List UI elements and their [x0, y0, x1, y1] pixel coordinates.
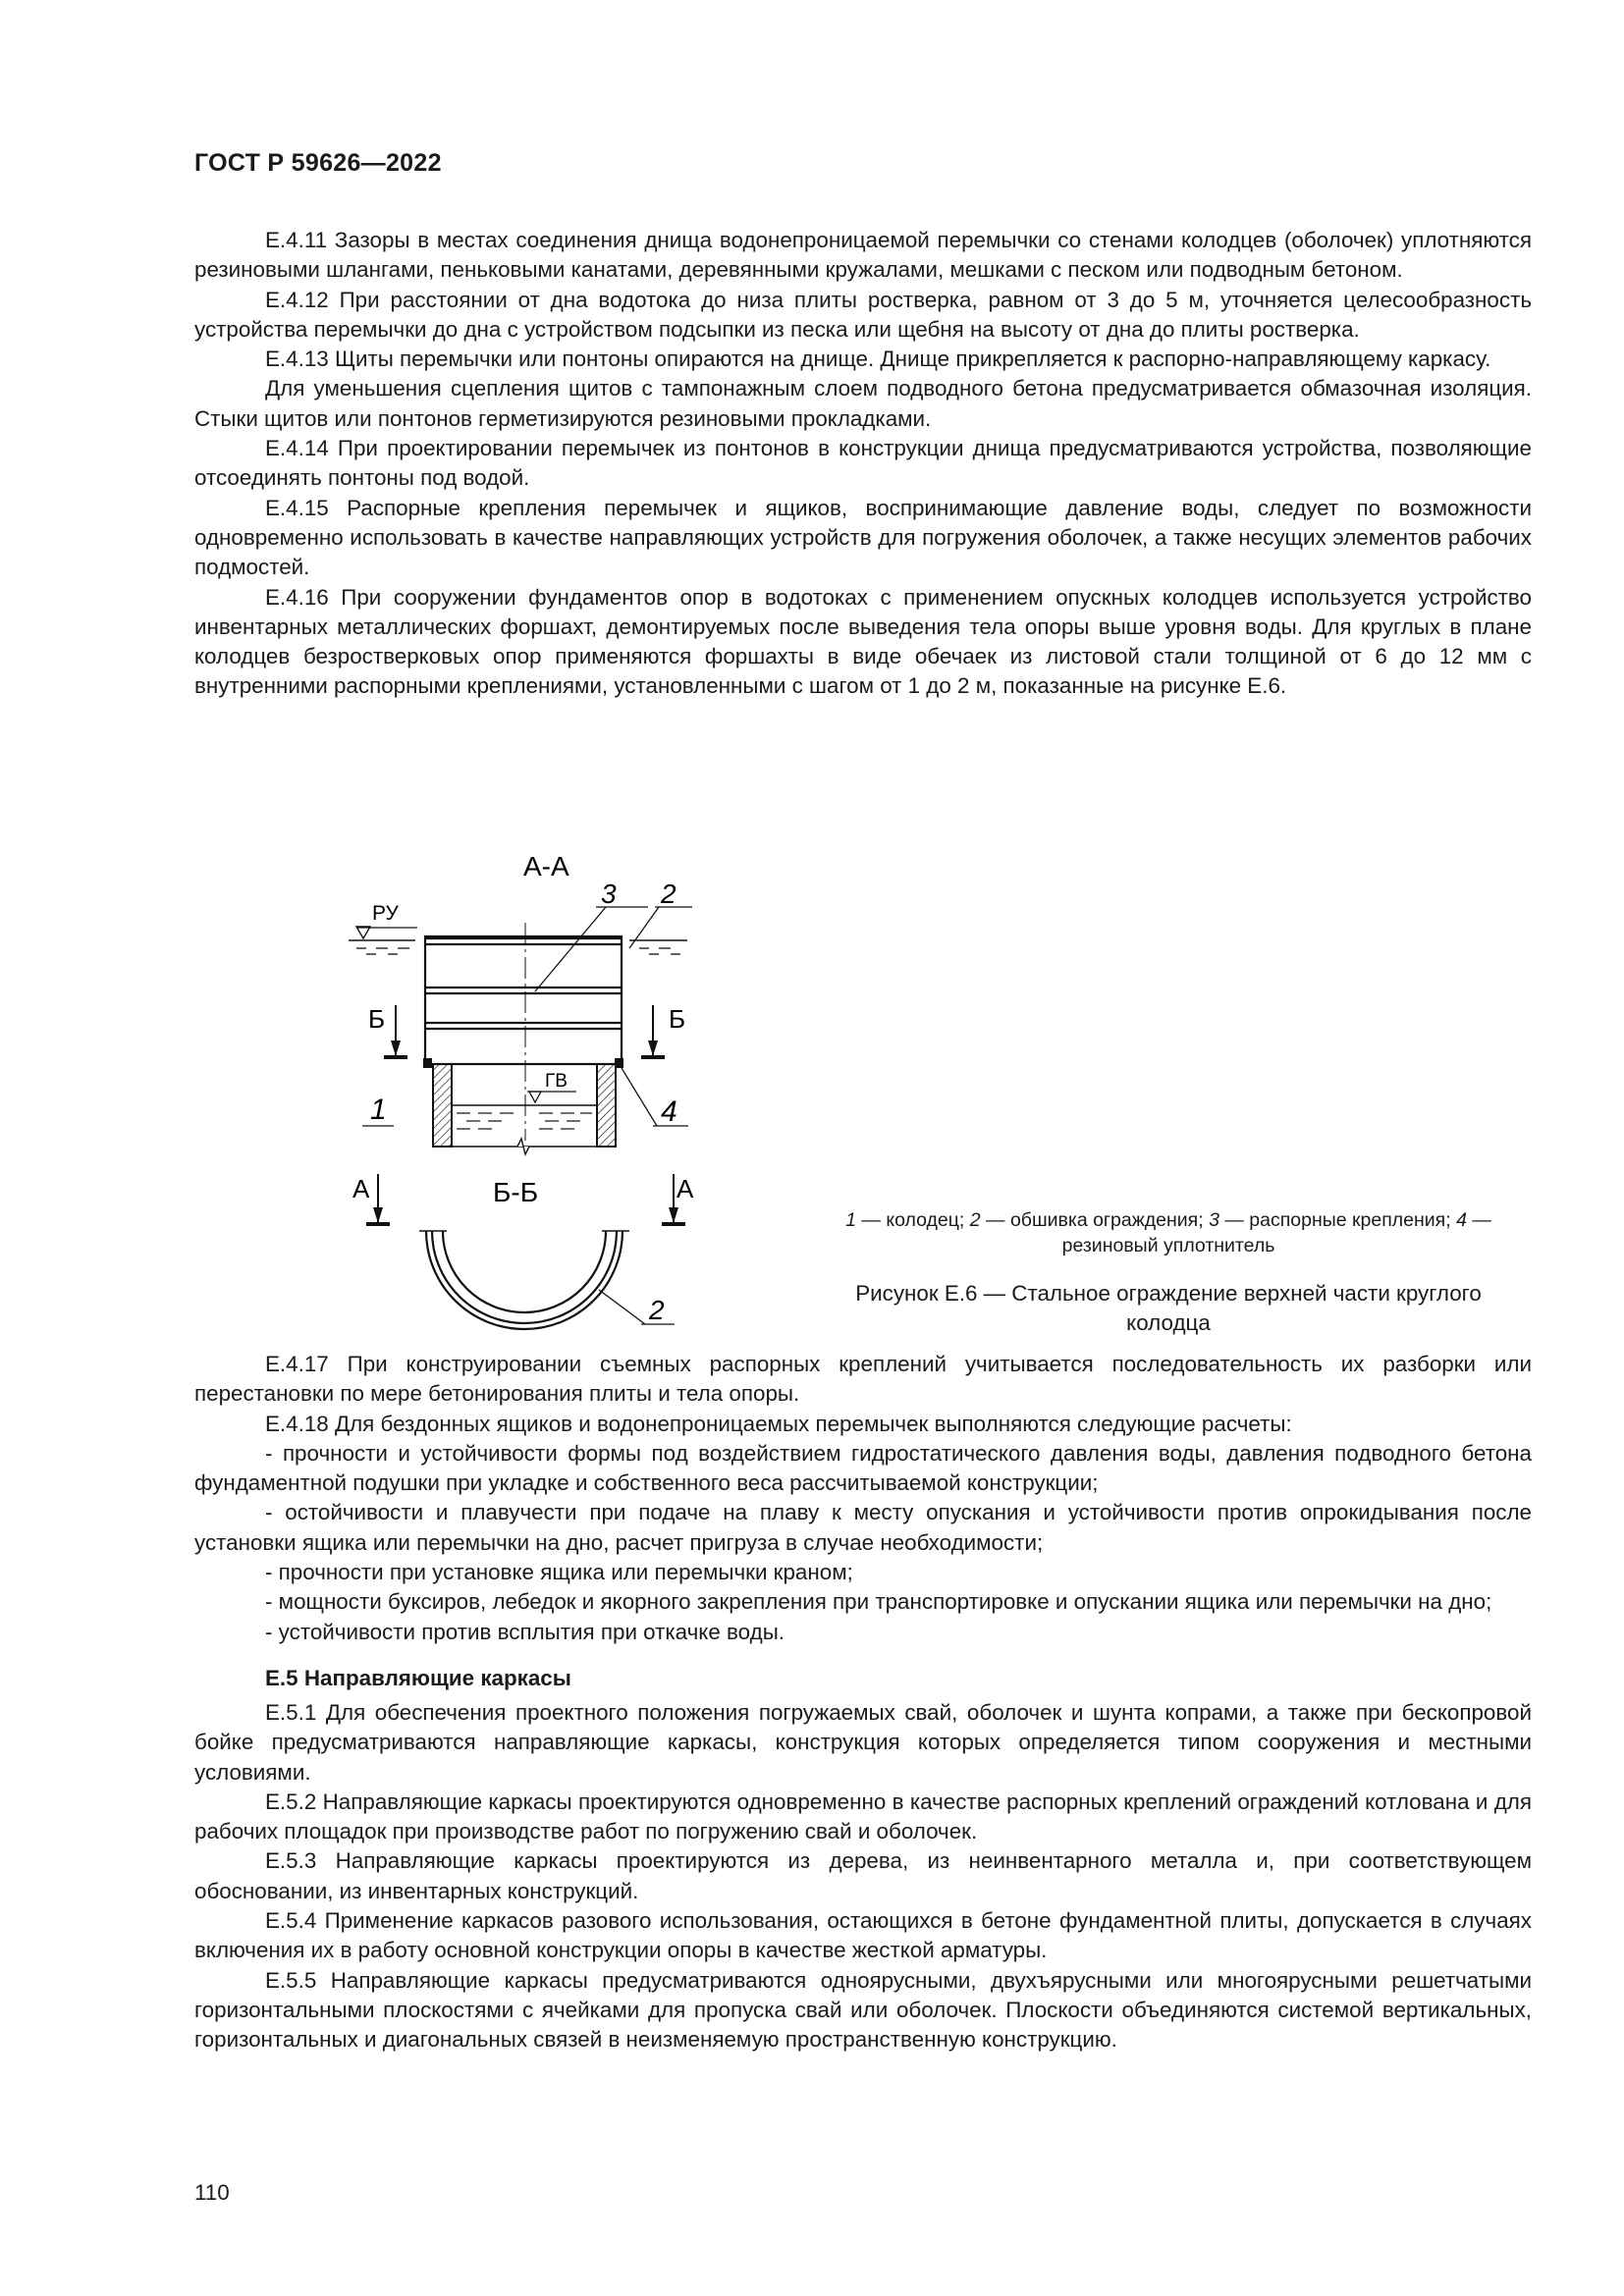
- fence-shell: [425, 936, 622, 1064]
- legend-num-4: 4: [1456, 1209, 1467, 1231]
- paragraph-e4-13: Е.4.13 Щиты перемычки или понтоны опираются на днище. Днище прикрепляется к распорно-направляющему каркасу.: [265, 347, 1491, 372]
- groundwater-label: ГВ: [545, 1071, 568, 1092]
- groundwater-dashes: [457, 1113, 592, 1129]
- paragraph-insulation: Для уменьшения сцепления щитов с тампонажным слоем подводного бетона предусматривается обмазочная изоляция. Стыки щитов или понтонов герметизируются резиновыми прокладками.: [194, 376, 1532, 431]
- callout-2-top: 2: [661, 879, 677, 909]
- figure-e6-drawing: [349, 846, 741, 1337]
- caisson-wall-right: [597, 1064, 616, 1147]
- paragraph-e5-1: Е.5.1 Для обеспечения проектного положения погружаемых свай, оболочек и шунта копрами, а также при бескопровой бойке предусматриваются направляющие каркасы, конструкция которых определяется типом сооружения и местными условиями.: [194, 1699, 1532, 1785]
- plan-sheathing: [432, 1231, 617, 1323]
- callout-2-bottom: 2: [649, 1295, 665, 1325]
- leader-2-bottom: [599, 1290, 645, 1324]
- groundwater-marker: [529, 1092, 541, 1102]
- legend-num-2: 2: [969, 1209, 981, 1231]
- document-header: ГОСТ Р 59626—2022: [194, 149, 442, 177]
- list-item-strength: - прочности и устойчивости формы под воздействием гидростатического давления воды, давления подводного бетона фундаментной подушки при укладке и собственного веса рассчитываемой конструкции;: [194, 1440, 1532, 1496]
- cut-b-right-label: Б: [669, 1004, 686, 1034]
- cut-a-left-arrowhead: [373, 1207, 383, 1223]
- cut-a-left-label: А: [352, 1174, 370, 1203]
- text-block-e4-11-to-e4-16: [194, 226, 1532, 702]
- paragraph-e4-12: Е.4.12 При расстоянии от дна водотока до низа плиты ростверка, равном от 3 до 5 м, уточняется целесообразность устройства перемычки до дна с устройством подсыпки из песка или щебня на высоту от дна до плиты ростверка.: [194, 287, 1532, 342]
- water-level-label: РУ: [372, 902, 399, 925]
- break-mark: [517, 1139, 529, 1154]
- cut-b-left-label: Б: [368, 1004, 386, 1034]
- page-number: 110: [194, 2180, 230, 2205]
- water-level-marker: [356, 927, 370, 938]
- paragraph-e5-3: Е.5.3 Направляющие каркасы проектируются из дерева, из неинвентарного металла и, при соответствующем обосновании, из инвентарных конструкций.: [194, 1848, 1532, 1903]
- leader-3: [535, 907, 606, 991]
- water-dashes: [356, 948, 680, 954]
- section-heading-e5: Е.5 Направляющие каркасы: [265, 1665, 571, 1690]
- list-item-stability: - остойчивости и плавучести при подаче на плаву к месту опускания и устойчивости против опрокидывания после установки ящика или перемычки на дно, расчет пригруза в случае необходимости;: [194, 1500, 1532, 1555]
- figure-caption: Рисунок Е.6 — Стальное ограждение верхней части круглого колодца: [855, 1281, 1482, 1335]
- caisson-wall-left: [433, 1064, 452, 1147]
- legend-text-1: — колодец;: [856, 1209, 970, 1231]
- legend-text-3: — распорные крепления;: [1218, 1209, 1457, 1231]
- cut-b-left-arrowhead: [391, 1041, 401, 1056]
- paragraph-e4-14: Е.4.14 При проектировании перемычек из понтонов в конструкции днища предусматриваются устройства, позволяющие отсоединять понтоны под водой.: [194, 436, 1532, 491]
- callout-1: 1: [370, 1094, 387, 1126]
- paragraph-e5-2: Е.5.2 Направляющие каркасы проектируются одновременно в качестве распорных креплений ограждений котлована и для рабочих площадок при производстве работ по погружению свай и оболочек.: [194, 1789, 1532, 1844]
- paragraph-e5-5: Е.5.5 Направляющие каркасы предусматриваются одноярусными, двухъярусными или многоярусными решетчатыми горизонтальными плоскостями с ячейками для пропуска свай или оболочек. Плоскости объединяются системой вертикальных, горизонтальных и диагональных связей в неизменяемую пространственную конструкцию.: [194, 1967, 1532, 2053]
- paragraph-e5-4: Е.5.4 Применение каркасов разового использования, остающихся в бетоне фундаментной плиты, допускается в случаях включения их в работу основной конструкции опоры в качестве жесткой арматуры.: [194, 1908, 1532, 1963]
- section-bb-label: Б-Б: [493, 1177, 539, 1207]
- plan-inner-ring: [443, 1231, 606, 1312]
- caisson-fence-drawing: [349, 846, 741, 1337]
- list-item-uplift: - устойчивости против всплытия при откачке воды.: [265, 1619, 785, 1644]
- rubber-seal-left: [423, 1058, 432, 1068]
- text-block-e4-17-to-e5-5: [194, 1350, 1532, 2056]
- legend-text-2: — обшивка ограждения;: [980, 1209, 1210, 1231]
- legend-text-4: — резиновый уплотнитель: [1061, 1209, 1491, 1256]
- cut-a-right-label: А: [677, 1174, 694, 1203]
- cut-b-right-arrowhead: [648, 1041, 658, 1056]
- callout-4: 4: [661, 1095, 677, 1128]
- legend-num-3: 3: [1209, 1209, 1219, 1231]
- section-aa-label: А-А: [523, 851, 569, 881]
- legend-num-1: 1: [845, 1209, 856, 1231]
- paragraph-e4-11: Е.4.11 Зазоры в местах соединения днища водонепроницаемой перемычки со стенами колодцев (оболочек) уплотняются резиновыми шлангами, пеньковыми канатами, деревянными кружалами, мешками с песком или подводным бетоном.: [194, 228, 1532, 283]
- leader-2: [629, 907, 659, 948]
- cut-a-right-arrowhead: [669, 1207, 678, 1223]
- paragraph-e4-18: Е.4.18 Для бездонных ящиков и водонепроницаемых перемычек выполняются следующие расчеты:: [265, 1411, 1292, 1436]
- strut-bracings: [425, 938, 622, 1029]
- list-item-tugs: - мощности буксиров, лебедок и якорного закрепления при транспортировке и опускании ящика или перемычки на дно;: [265, 1589, 1492, 1615]
- list-item-crane: - прочности при установке ящика или перемычки краном;: [265, 1560, 853, 1585]
- leader-4: [622, 1068, 657, 1126]
- plan-outer-ring: [426, 1231, 623, 1329]
- paragraph-e4-17: Е.4.17 При конструировании съемных распорных креплений учитывается последовательность их разборки или перестановки по мере бетонирования плиты и тела опоры.: [194, 1352, 1532, 1407]
- figure-legend: [844, 1207, 1492, 1258]
- paragraph-e4-16: Е.4.16 При сооружении фундаментов опор в водотоках с применением опускных колодцев используется устройство инвентарных металлических форшахт, демонтируемых после выведения тела опоры выше уровня воды. Для круглых в плане колодцев безростверковых опор применяются форшахты в виде обечаек из листовой стали толщиной от 6 до 12 мм с внутренними распорными креплениями, установленными с шагом от 1 до 2 м, показанные на рисунке Е.6.: [194, 584, 1532, 699]
- paragraph-e4-15: Е.4.15 Распорные крепления перемычек и ящиков, воспринимающие давление воды, следует по возможности одновременно использовать в качестве направляющих устройств для погружения оболочек, а также несущих элементов рабочих подмостей.: [194, 495, 1532, 580]
- callout-3: 3: [601, 879, 617, 909]
